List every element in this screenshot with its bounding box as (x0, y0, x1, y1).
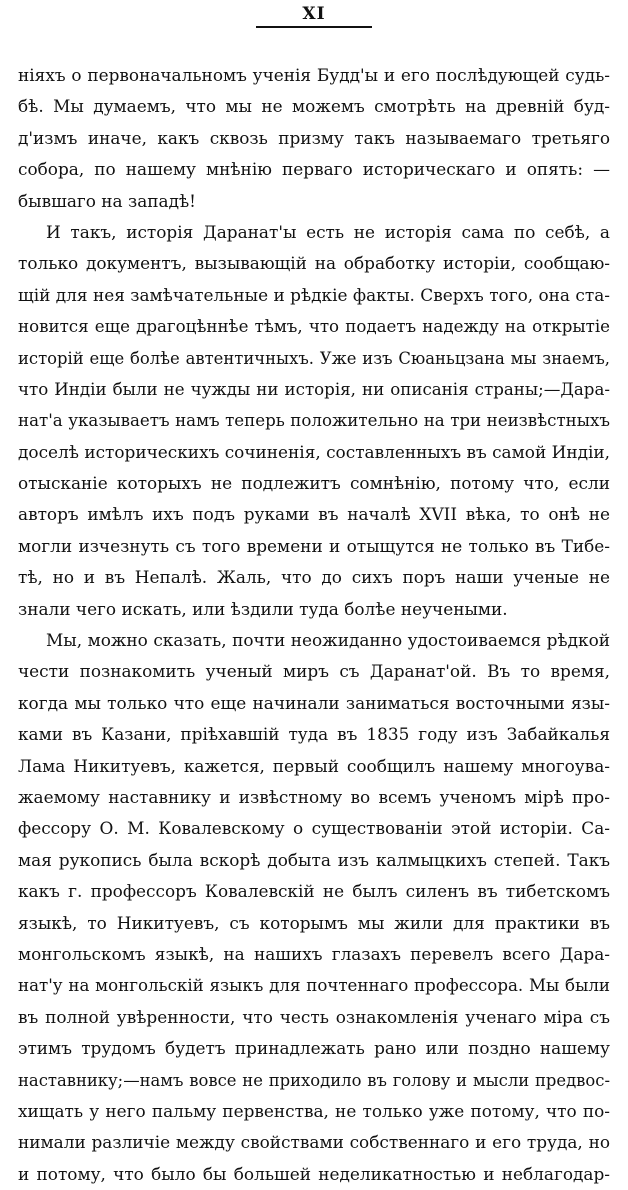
text-line: бывшаго на западѣ! (18, 190, 196, 211)
body-text (18, 60, 610, 1190)
text-line: собора, по нашему мнѣнію перваго историческаго и опять: — (18, 159, 610, 180)
text-line: хищать у него пальму первенства, не только уже потому, что по- (18, 1100, 610, 1121)
text-line: когда мы только что еще начинали заниматься восточными язы- (18, 692, 610, 713)
paragraph-3 (18, 625, 610, 1190)
text-line: чести познакомить ученый миръ съ Даранат'ой. Въ то время, (18, 661, 610, 682)
header-rule (256, 26, 372, 28)
text-line: щій для нея замѣчательные и рѣдкіе факты. Сверхъ того, она ста- (18, 284, 610, 305)
text-line: авторъ имѣлъ ихъ подъ руками въ началѣ XVII вѣка, то онѣ не (18, 504, 610, 525)
text-line: этимъ трудомъ будетъ принадлежать рано или поздно нашему (18, 1038, 610, 1059)
text-line: жаемому наставнику и извѣстному во всемъ ученомъ мірѣ про- (18, 786, 610, 807)
text-line: въ полной увѣренности, что честь ознакомленія ученаго міра съ (18, 1006, 610, 1027)
paragraph-1 (18, 60, 610, 217)
text-line: отысканіе которыхъ не подлежитъ сомнѣнію, потому что, если (18, 473, 610, 494)
text-line: монгольскомъ языкѣ, на нашихъ глазахъ перевелъ всего Дара- (18, 943, 610, 964)
page-header (0, 4, 628, 24)
text-line: мая рукопись была вскорѣ добыта изъ калмыцкихъ степей. Такъ (18, 849, 610, 870)
text-line: могли изчезнуть съ того времени и отыщутся не только въ Тибе- (18, 535, 610, 556)
text-line: и потому, что было бы большей неделикатностью и неблагодар- (18, 1163, 610, 1184)
text-line: тѣ, но и въ Непалѣ. Жаль, что до сихъ поръ наши ученые не (18, 567, 610, 588)
text-line: новится еще драгоцѣннѣе тѣмъ, что подаетъ надежду на открытіе (18, 317, 610, 337)
text-line: знали чего искать, или ѣздили туда болѣе неучеными. (18, 598, 508, 619)
text-line: языкѣ, то Никитуевъ, съ которымъ мы жили для практики въ (18, 912, 610, 933)
text-line: И такъ, исторія Даранат'ы есть не исторія сама по себѣ, а (46, 221, 610, 242)
text-line: д'измъ иначе, какъ сквозь призму такъ называемаго третьяго (18, 127, 610, 148)
text-line: фессору О. М. Ковалевскому о существованіи этой исторіи. Са- (18, 818, 610, 839)
text-line: бѣ. Мы думаемъ, что мы не можемъ смотрѣть на древній буд- (18, 96, 610, 117)
text-line: нат'а указываетъ намъ теперь положительно на три неизвѣстныхъ (18, 411, 610, 431)
page-number: XI (302, 4, 326, 24)
text-line: Мы, можно сказать, почти неожиданно удостоиваемся рѣдкой (46, 630, 610, 651)
text-line: только документъ, вызывающій на обработку исторіи, сообщаю- (18, 253, 610, 274)
paragraph-2 (18, 217, 610, 625)
text-line: наставнику;—намъ вовсе не приходило въ голову и мысли предвос- (18, 1070, 610, 1090)
text-line: что Индіи были не чужды ни исторія, ни описанія страны;—Дара- (18, 379, 610, 399)
text-line: ками въ Казани, пріѣхавшій туда въ 1835 году изъ Забайкалья (18, 724, 610, 745)
text-line: доселѣ историческихъ сочиненія, составленныхъ въ самой Индіи, (18, 441, 610, 462)
text-line: ніяхъ о первоначальномъ ученія Будд'ы и его послѣдующей судь- (18, 65, 610, 85)
text-line: исторій еще болѣе автентичныхъ. Уже изъ Сюаньцзана мы знаемъ, (18, 348, 610, 368)
text-line: нат'у на монгольскій языкъ для почтеннаго профессора. Мы были (18, 976, 610, 996)
text-line: какъ г. профессоръ Ковалевскій не былъ силенъ въ тибетскомъ (18, 881, 610, 902)
text-line: нимали различіе между свойствами собственнаго и его труда, но (18, 1132, 610, 1153)
text-line: Лама Никитуевъ, кажется, первый сообщилъ нашему многоува- (18, 755, 610, 776)
